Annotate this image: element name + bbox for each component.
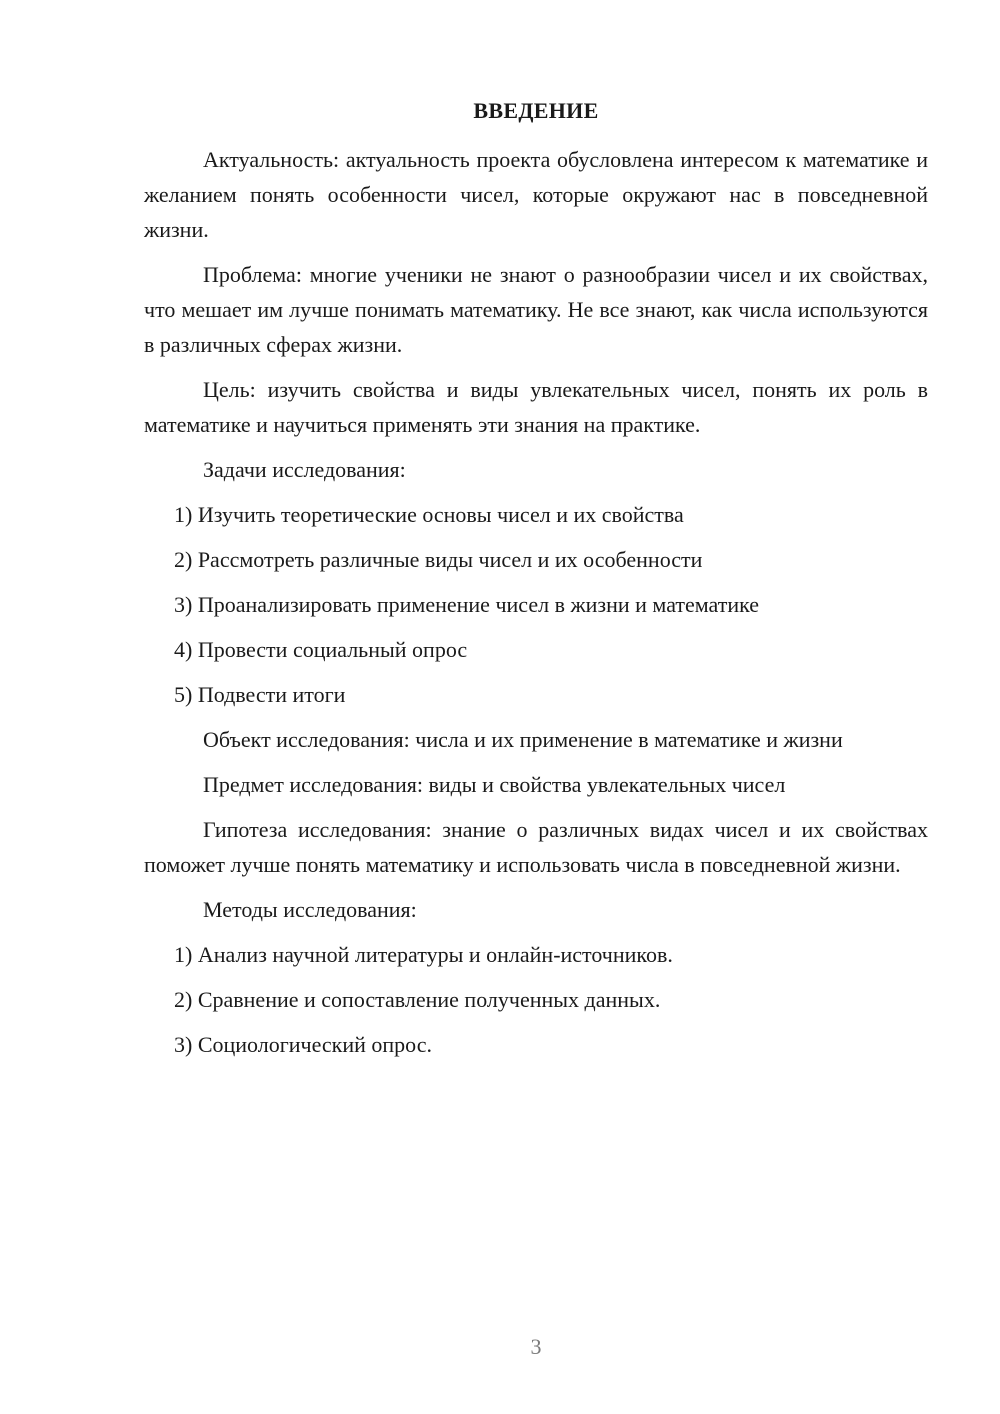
list-item: 1) Изучить теоретические основы чисел и их свойства xyxy=(174,502,684,527)
page-number: 3 xyxy=(530,1334,542,1359)
relevance-paragraph: Актуальность: актуальность проекта обусловлена интересом к математике и желанием понять особенности чисел, которые окружают нас в повседневной жизни. xyxy=(144,147,928,242)
methods-title: Методы исследования: xyxy=(203,897,417,922)
goal-paragraph: Цель: изучить свойства и виды увлекательных чисел, понять их роль в математике и научиться применять эти знания на практике. xyxy=(144,377,928,437)
problem-paragraph: Проблема: многие ученики не знают о разнообразии чисел и их свойствах, что мешает им лучше понимать математику. Не все знают, как числа используются в различных сферах жизни. xyxy=(144,262,928,357)
list-item: 2) Сравнение и сопоставление полученных данных. xyxy=(174,987,661,1012)
tasks-list xyxy=(144,497,928,712)
methods-list xyxy=(144,937,928,1062)
page-title: ВВЕДЕНИЕ xyxy=(473,98,599,123)
hypothesis-paragraph: Гипотеза исследования: знание о различных видах чисел и их свойствах поможет лучше понять математику и использовать числа в повседневной жизни. xyxy=(144,817,928,877)
list-item: 3) Социологический опрос. xyxy=(174,1032,432,1057)
list-item: 4) Провести социальный опрос xyxy=(174,637,468,662)
list-item: 2) Рассмотреть различные виды чисел и их особенности xyxy=(174,547,703,572)
tasks-title: Задачи исследования: xyxy=(203,457,406,482)
list-item: 3) Проанализировать применение чисел в жизни и математике xyxy=(174,592,760,617)
list-item: 1) Анализ научной литературы и онлайн-источников. xyxy=(174,942,673,967)
object-line: Объект исследования: числа и их применение в математике и жизни xyxy=(203,727,843,752)
list-item: 5) Подвести итоги xyxy=(174,682,346,707)
document-body xyxy=(144,142,928,1072)
subject-line: Предмет исследования: виды и свойства увлекательных чисел xyxy=(203,772,786,797)
